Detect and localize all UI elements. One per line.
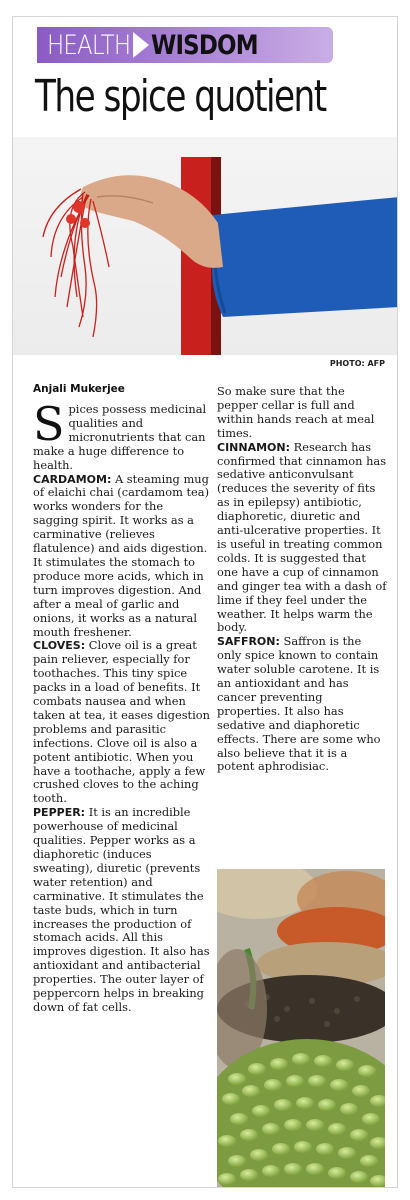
cloves-heading: CLOVES: <box>33 639 86 653</box>
cloves-paragraph <box>33 639 211 806</box>
article-column-right <box>217 385 387 774</box>
blue-sleeve-shape <box>212 197 398 317</box>
cinnamon-paragraph <box>217 441 387 636</box>
byline: Anjali Mukerjee <box>33 383 125 395</box>
cinnamon-heading: CINNAMON: <box>217 440 290 454</box>
cardamom-text: A steaming mug of elaichi chai (cardamom tea) works wonders for the sagging spirit. It works as a carminative (relieves flatulence) and aids digestion. It stimulates the stomach to produce more acids, which in turn improves digestion. And after a meal of garlic and onions, it works as a natural mouth freshener. <box>33 471 210 639</box>
article-column-left <box>33 397 211 1015</box>
saffron-heading: SAFFRON: <box>217 635 280 649</box>
saffron-hand-photo <box>13 137 398 355</box>
intro-paragraph <box>33 397 211 473</box>
newspaper-clipping <box>12 16 398 1188</box>
cardamom-paragraph <box>33 473 211 640</box>
banner-health-text: HEALTH <box>47 29 131 61</box>
pepper-paragraph <box>33 806 211 1015</box>
saffron-paragraph <box>217 635 387 774</box>
spice-market-illustration <box>217 869 385 1187</box>
section-banner <box>37 27 333 63</box>
cinnamon-text: Research has confirmed that cinnamon has sedative anticonvulsant (reduces the severity of fits as in epilepsy) antibiotic, diaphoretic, diuretic and anti-ulcerative properties. It is useful in treating common colds. It is suggested that one have a cup of cinnamon and ginger tea with a dash of lime if they feel under the weather. It helps warm the body. <box>217 439 387 635</box>
cloves-text: Clove oil is a great pain reliever, especially for toothaches. This tiny spice packs in a load of benefits. It combats nausea and when taken at tea, it eases digestion problems and parasitic infections. Clove oil is also a potent antibiotic. When you have a toothache, apply a few crushed cloves to the aching tooth. <box>33 638 210 806</box>
saffron-hand-illustration <box>13 137 398 355</box>
pepper-continued: So make sure that the pepper cellar is full and within hands reach at meal times. <box>217 384 375 440</box>
photo-credit: PHOTO: AFP <box>329 359 385 368</box>
saffron-text: Saffron is the only spice known to contain water soluble carotene. It is an antioxidant and has cancer preventing properties. It also has sedative and diaphoretic effects. There are some who also believe that it is a potent aphrodisiac. <box>217 634 381 774</box>
headline: The spice quotient <box>35 71 326 122</box>
banner-arrow-icon <box>133 32 149 58</box>
drop-cap: S <box>33 397 65 451</box>
pepper-heading: PEPPER: <box>33 806 86 820</box>
cardamom-heading: CARDAMOM: <box>33 472 112 486</box>
pepper-text: It is an incredible powerhouse of medicinal qualities. Pepper works as a diaphoretic (induces sweating), diuretic (prevents water retention) and carminative. It stimulates the taste buds, which in turn increases the production of stomach acids. All this improves digestion. It also has antioxidant and antibacterial properties. The outer layer of peppercorn helps in breaking down of fat cells. <box>33 805 210 1014</box>
spice-market-photo <box>217 869 385 1187</box>
intro-text: pices possess medicinal qualities and micronutrients that can make a huge difference to health. <box>33 402 207 472</box>
banner-wisdom-text: WISDOM <box>150 29 258 61</box>
